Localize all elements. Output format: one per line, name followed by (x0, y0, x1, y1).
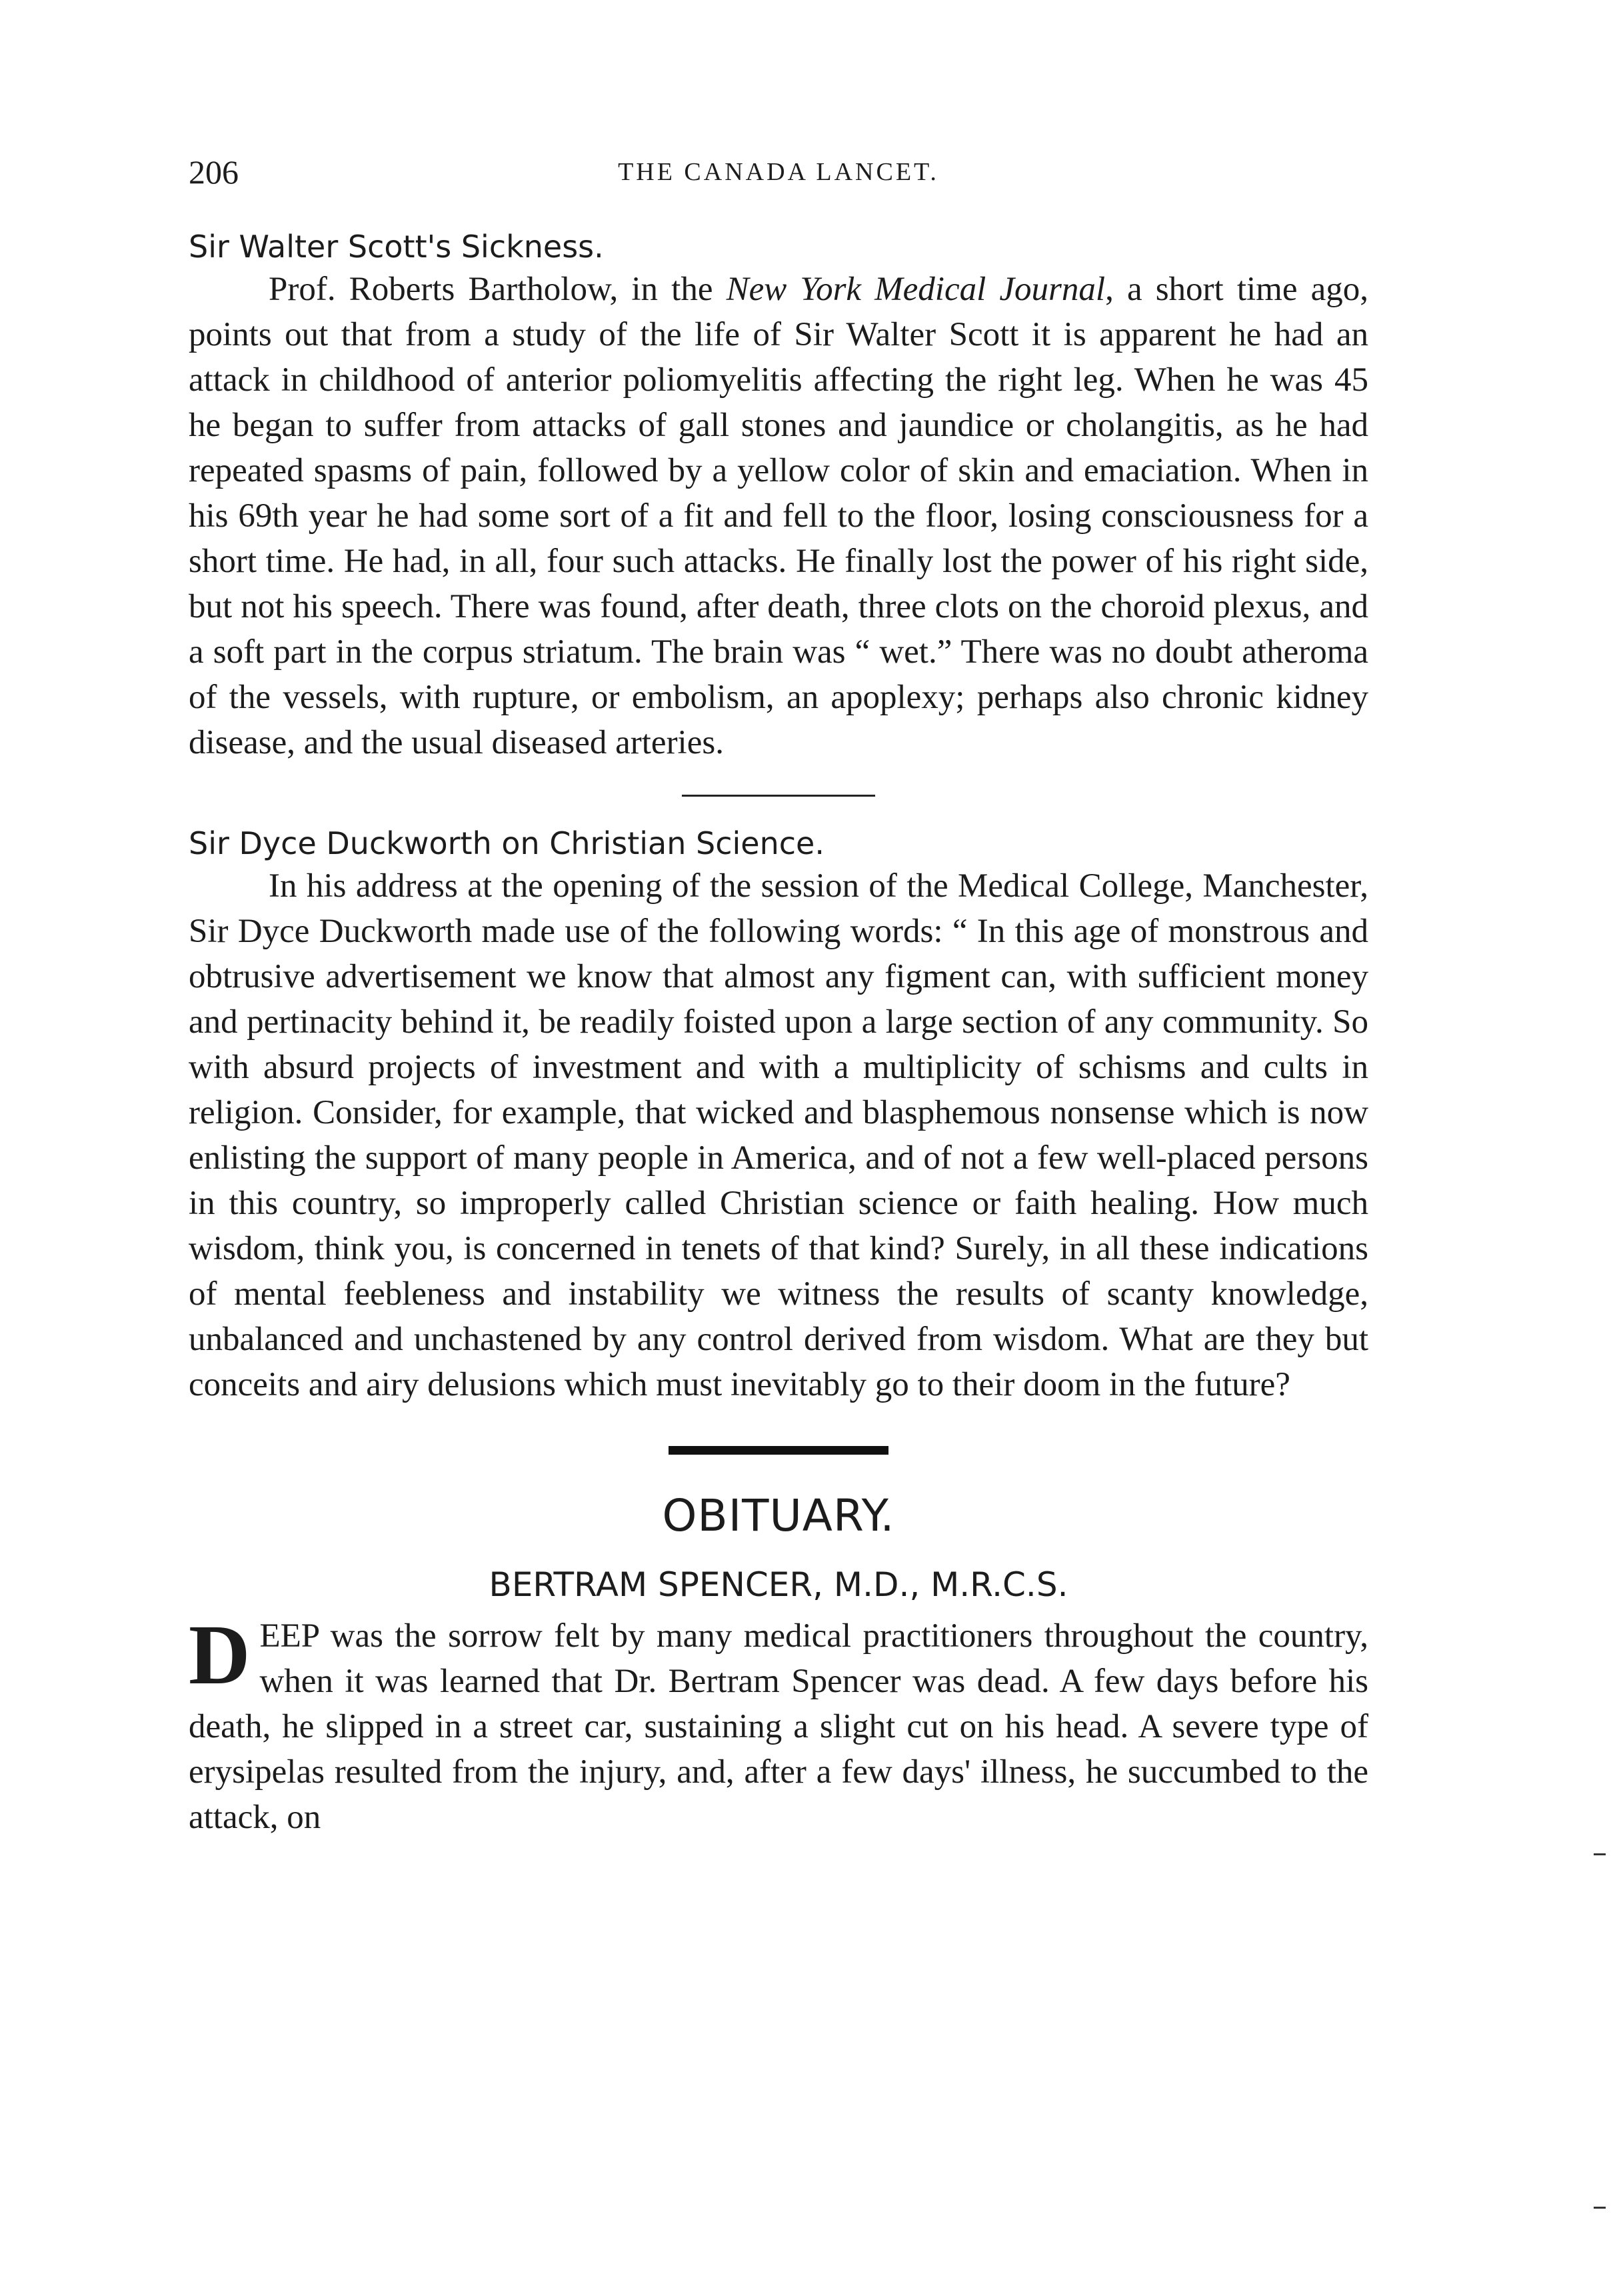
obituary-body-text: EEP was the sorrow felt by many medical practitioners throughout the country, when it was learned that Dr. Bertram Spencer was dead. A few days before his death, he slipped in a street car, sustaining a slight cut on his head. A severe type of erysipelas resulted from the injury, and, after a few days' illness, he succumbed to the attack, on (189, 1617, 1368, 1836)
journal-name: New York Medical Journal (726, 271, 1106, 308)
article-heading-duckworth: Sir Dyce Duckworth on Christian Science. (189, 825, 824, 861)
obituary-subject: BERTRAM SPENCER, M.D., M.R.C.S. (489, 1565, 1068, 1604)
margin-mark (1594, 1853, 1606, 1855)
text-column (189, 227, 1368, 1840)
journal-title: THE CANADA LANCET. (618, 158, 939, 186)
drop-cap: D (189, 1607, 251, 1702)
obituary-title: OBITUARY. (662, 1490, 895, 1541)
margin-mark (1594, 2207, 1606, 2209)
running-head (189, 152, 1368, 192)
section-divider (682, 795, 875, 797)
article-body-scott (189, 267, 1368, 765)
article-heading-scott: Sir Walter Scott's Sickness. (189, 229, 604, 265)
heavy-divider (669, 1446, 888, 1455)
obituary-body (189, 1607, 1368, 1840)
article-body-scott-rest: , a short time ago, points out that from a study of the life of Sir Walter Scott it is apparent he had an attack in childhood of anterior poliomyelitis affecting the right leg. When he was 45 he began to suffer from attacks of gall stones and jaundice or cholangitis, as he had repeated spasms of pain, followed by a yellow color of skin and emaciation. When in his 69th year he had some sort of a fit and fell to the floor, losing consciousness for a short time. He had, in all, four such attacks. He finally lost the power of his right side, but not his speech. There was found, after death, three clots on the choroid plexus, and a soft part in the corpus striatum. The brain was “ wet.” There was no doubt atheroma of the vessels, with rupture, or embolism, an apoplexy; perhaps also chronic kidney disease, and the usual diseased arteries. (189, 271, 1368, 761)
page-number: 206 (189, 153, 239, 191)
article-body-scott-intro: Prof. Roberts Bartholow, in the (269, 271, 727, 308)
article-body-duckworth: In his address at the opening of the session of the Medical College, Manchester, Sir Dyce Duckworth made use of the following words: “ In this age of monstrous and obtrusive advertisement we know that almost any figment can, with sufficient money and pertinacity behind it, be readily foisted upon a large section of any community. So with absurd projects of investment and with a multiplicity of schisms and cults in religion. Consider, for example, that wicked and blasphemous nonsense which is now enlisting the support of many people in America, and of not a few well-placed persons in this country, so improperly called Christian science or faith healing. How much wisdom, think you, is concerned in tenets of that kind? Surely, in all these indications of mental feebleness and instability we witness the results of scanty knowledge, unbalanced and unchastened by any control derived from wisdom. What are they but conceits and airy delusions which must inevitably go to their doom in the future? (189, 867, 1368, 1403)
